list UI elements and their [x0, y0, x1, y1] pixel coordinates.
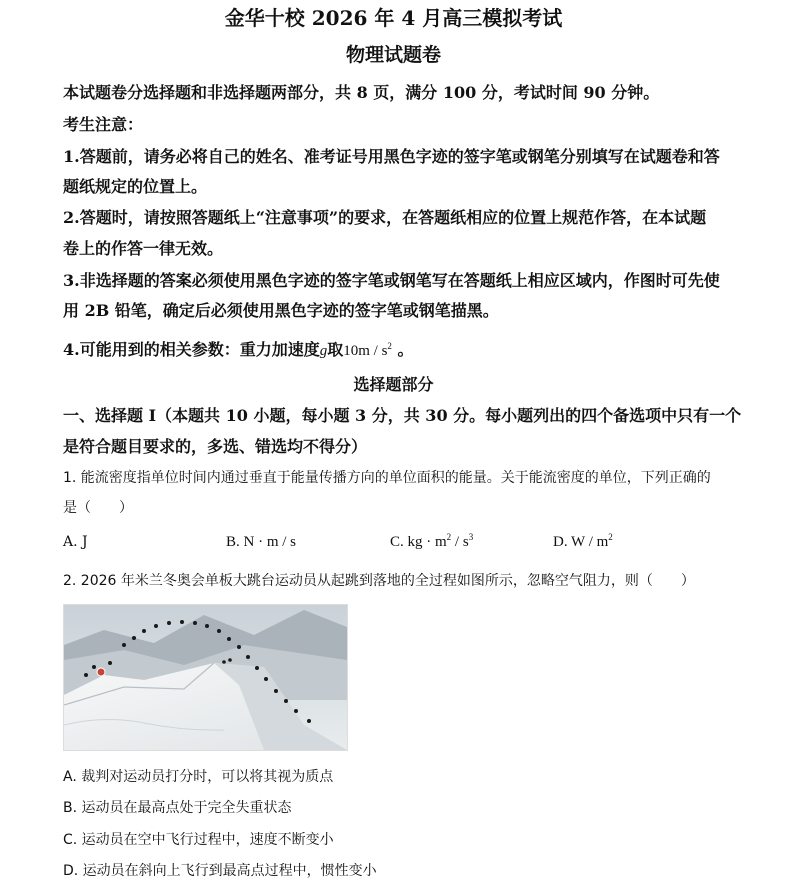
q1-c-base: C. kg · m [390, 534, 447, 550]
notes-heading: 考生注意： [63, 115, 144, 134]
paper-subtitle: 物理试题卷 [345, 44, 441, 66]
q1-option-c [390, 534, 473, 551]
q2-option-d: D. 运动员在斜向上飞行到最高点过程中，惯性变小 [63, 863, 377, 879]
q1-stem-line-2: 是（ ） [63, 500, 133, 516]
note-4-take: 取 [327, 340, 344, 359]
q1-c-exp2: 3 [468, 532, 474, 542]
q1-c-exp1: 2 [446, 532, 452, 542]
q1-stem-line-1: 1. 能流密度指单位时间内通过垂直于能量传播方向的单位面积的能量。关于能流密度的单位，下列正确的 [63, 470, 711, 486]
note-1-line-1: 1.答题前，请务必将自己的姓名、准考证号用黑色字迹的签字笔或钢笔分别填写在试题卷和答 [63, 147, 720, 166]
section-heading: 选择题部分 [353, 375, 434, 394]
note-1-line-2: 题纸规定的位置上。 [63, 177, 208, 196]
q1-d-base: D. W / m [553, 534, 609, 550]
part-one-line-1: 一、选择题 I（本题共 10 小题，每小题 3 分，共 30 分。每小题列出的四个备选项中只有一个 [63, 406, 742, 425]
intro-text: 本试题卷分选择题和非选择题两部分，共 8 页，满分 100 分，考试时间 90 分钟。 [63, 83, 660, 102]
part-one-line-2: 是符合题目要求的，多选、错选均不得分） [63, 437, 368, 456]
gravity-symbol: g [319, 343, 328, 359]
note-4 [63, 337, 414, 360]
note-2-line-2: 卷上的作答一律无效。 [63, 239, 224, 258]
snowboard-jump-photo [63, 604, 348, 751]
note-2-line-1: 2.答题时，请按照答题纸上“注意事项”的要求，在答题纸相应的位置上规范作答，在本试题 [63, 208, 707, 227]
gravity-exponent: 2 [387, 341, 392, 351]
note-3-line-1: 3.非选择题的答案必须使用黑色字迹的签字笔或钢笔写在答题纸上相应区域内，作图时可先使 [63, 271, 720, 290]
q1-option-b: B. N · m / s [226, 534, 297, 550]
q1-option-d [553, 534, 613, 551]
q2-stem: 2. 2026 年米兰冬奥会单板大跳台运动员从起跳到落地的全过程如图所示，忽略空气阻力，则（ ） [63, 573, 695, 589]
gravity-value [343, 343, 392, 359]
q1-c-mid: / s [451, 534, 469, 550]
q1-option-a: A. J [63, 534, 88, 550]
gravity-value-text: 10m / s [343, 343, 388, 359]
q2-option-a: A. 裁判对运动员打分时，可以将其视为质点 [63, 769, 334, 785]
exam-title: 金华十校 2026 年 4 月高三模拟考试 [224, 6, 563, 30]
q2-option-c: C. 运动员在空中飞行过程中，速度不断变小 [63, 832, 334, 848]
q2-option-b: B. 运动员在最高点处于完全失重状态 [63, 800, 292, 816]
q1-d-exp: 2 [608, 532, 613, 542]
note-4-end: 。 [397, 340, 414, 359]
note-3-line-2: 用 2B 铅笔，确定后必须使用黑色字迹的签字笔或钢笔描黑。 [63, 301, 499, 320]
note-4-prefix: 4.可能用到的相关参数：重力加速度 [63, 340, 320, 359]
